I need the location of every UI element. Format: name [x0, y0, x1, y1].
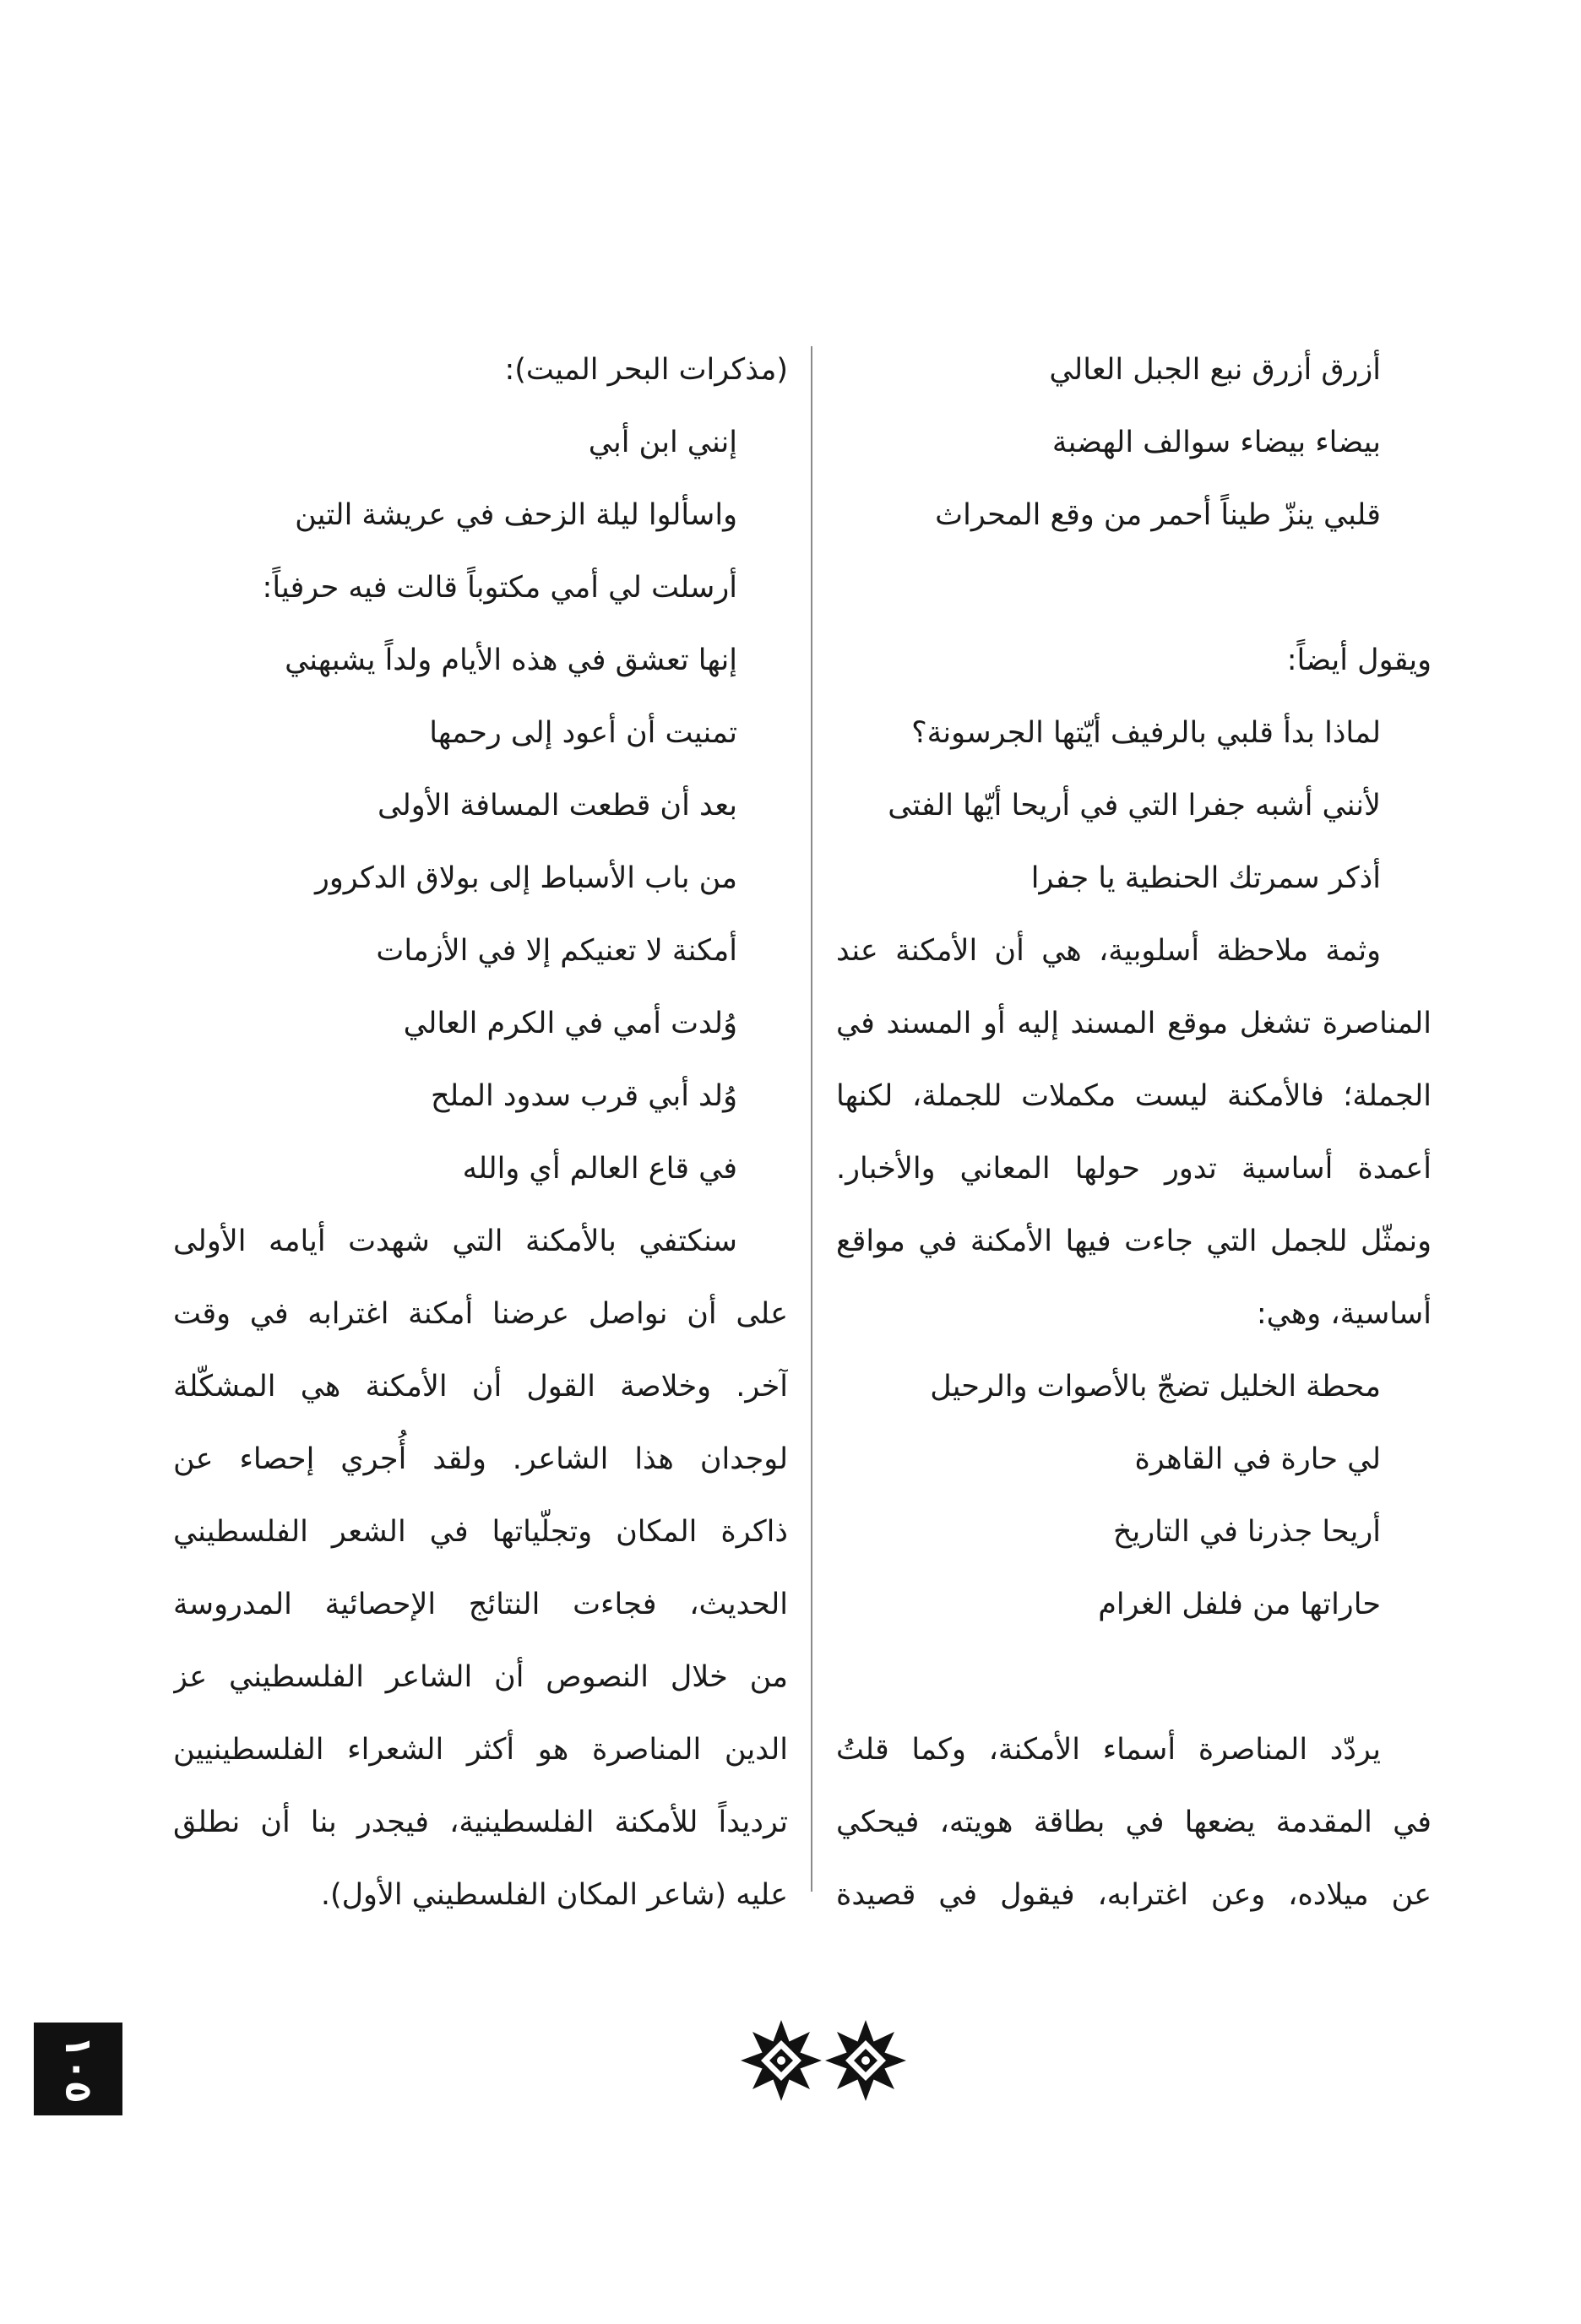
verse-line: تمنيت أن أعود إلى رحمها: [429, 716, 737, 750]
verse-line: أريحا جذرنا في التاريخ: [1112, 1515, 1381, 1549]
paragraph-line: الجملة؛ فالأمكنة ليست مكملات للجملة، لكنها: [836, 1079, 1432, 1113]
paragraph-1: [836, 915, 1432, 1350]
poem-stanza-3: [836, 1350, 1432, 1641]
verse-line: واسألوا ليلة الزحف في عريشة التين: [295, 498, 737, 532]
paragraph-line: يردّد المناصرة أسماء الأمكنة، وكما قلتُ: [836, 1733, 1381, 1767]
paragraph-line: ونمثّل للجمل التي جاءت فيها الأمكنة في مواقع: [836, 1224, 1432, 1258]
eight-point-star-icon: [739, 2018, 823, 2103]
verse-line: إنها تعشق في هذه الأيام ولداً يشبهني: [285, 643, 737, 677]
poem-stanza-1: [836, 334, 1432, 551]
paragraph-line: ترديداً للأمكنة الفلسطينية، فيجدر بنا أن نطلق: [173, 1805, 788, 1839]
poem-title: (مذكرات البحر الميت):: [504, 353, 788, 387]
paragraph-line: أساسية، وهي:: [1256, 1297, 1432, 1331]
poem-stanza-2: [836, 697, 1432, 915]
page-number-badge: [34, 2023, 122, 2115]
verse-line: من باب الأسباط إلى بولاق الدكرور: [314, 861, 737, 895]
paragraph-line: آخر. وخلاصة القول أن الأمكنة هي المشكّلة: [173, 1370, 788, 1404]
paragraph-3: [173, 1205, 788, 1931]
verse-line: لماذا بدأ قلبي بالرفيف أيّتها الجرسونة؟: [911, 716, 1381, 750]
paragraph-line: عن ميلاده، وعن اغترابه، فيقول في قصيدة: [836, 1878, 1432, 1912]
paragraph-line: الحديث، فجاءت النتائج الإحصائية المدروسة: [173, 1588, 788, 1621]
paragraph-line: عليه (شاعر المكان الفلسطيني الأول).: [320, 1878, 788, 1912]
paragraph-line: وثمة ملاحظة أسلوبية، هي أن الأمكنة عند: [836, 934, 1381, 968]
spacer: [836, 551, 1432, 624]
paragraph-line: الدين المناصرة هو أكثر الشعراء الفلسطينيين: [173, 1733, 788, 1767]
right-column: [836, 334, 1432, 1931]
page-number: ١٠٥: [56, 2034, 100, 2104]
left-column: [173, 334, 788, 1931]
poem-stanza-4: [173, 406, 788, 1205]
verse-line: لأنني أشبه جفرا التي في أريحا أيّها الفتى: [888, 789, 1381, 823]
paragraph-line: من خلال النصوص أن الشاعر الفلسطيني عز: [173, 1660, 788, 1694]
paragraph-line: أعمدة أساسية تدور حولها المعاني والأخبار.: [836, 1152, 1432, 1186]
verse-line: أمكنة لا تعنيكم إلا في الأزمات: [376, 934, 737, 968]
paragraph-line: سنكتفي بالأمكنة التي شهدت أيامه الأولى: [173, 1224, 737, 1258]
verse-line: محطة الخليل تضجّ بالأصوات والرحيل: [930, 1370, 1381, 1404]
verse-line: أرسلت لي أمي مكتوباً قالت فيه حرفياً:: [262, 571, 737, 605]
paragraph-line: ذاكرة المكان وتجلّياتها في الشعر الفلسطيني: [173, 1515, 788, 1549]
intro-line: ويقول أيضاً:: [1286, 643, 1432, 677]
verse-line: بيضاء بيضاء سوالف الهضبة: [1051, 426, 1381, 459]
verse-line: أزرق أزرق نبع الجبل العالي: [1049, 353, 1381, 387]
verse-line: في قاع العالم أي والله: [462, 1152, 737, 1186]
verse-line: وُلد أبي قرب سدود الملح: [430, 1079, 737, 1113]
paragraph-line: المناصرة تشغل موقع المسند إليه أو المسند في: [836, 1007, 1432, 1040]
verse-line: وُلدت أمي في الكرم العالي: [403, 1007, 737, 1040]
verse-line: إنني ابن أبي: [588, 426, 737, 459]
verse-line: لي حارة في القاهرة: [1134, 1442, 1381, 1476]
verse-line: حاراتها من فلفل الغرام: [1098, 1588, 1381, 1621]
paragraph-line: في المقدمة يضعها في بطاقة هويته، فيحكي: [836, 1805, 1432, 1839]
column-divider: [811, 346, 812, 1892]
paragraph-2: [836, 1713, 1432, 1931]
paragraph-line: على أن نواصل عرضنا أمكنة اغترابه في وقت: [173, 1297, 788, 1331]
verse-line: أذكر سمرتك الحنطية يا جفرا: [1030, 861, 1381, 895]
paragraph-line: لوجدان هذا الشاعر. ولقد أُجري إحصاء عن: [173, 1442, 788, 1476]
eight-point-star-icon: [823, 2018, 908, 2103]
verse-line: قلبي ينزّ طيناً أحمر من وقع المحراث: [935, 498, 1381, 532]
spacer: [836, 1641, 1432, 1713]
verse-line: بعد أن قطعت المسافة الأولى: [377, 789, 737, 823]
